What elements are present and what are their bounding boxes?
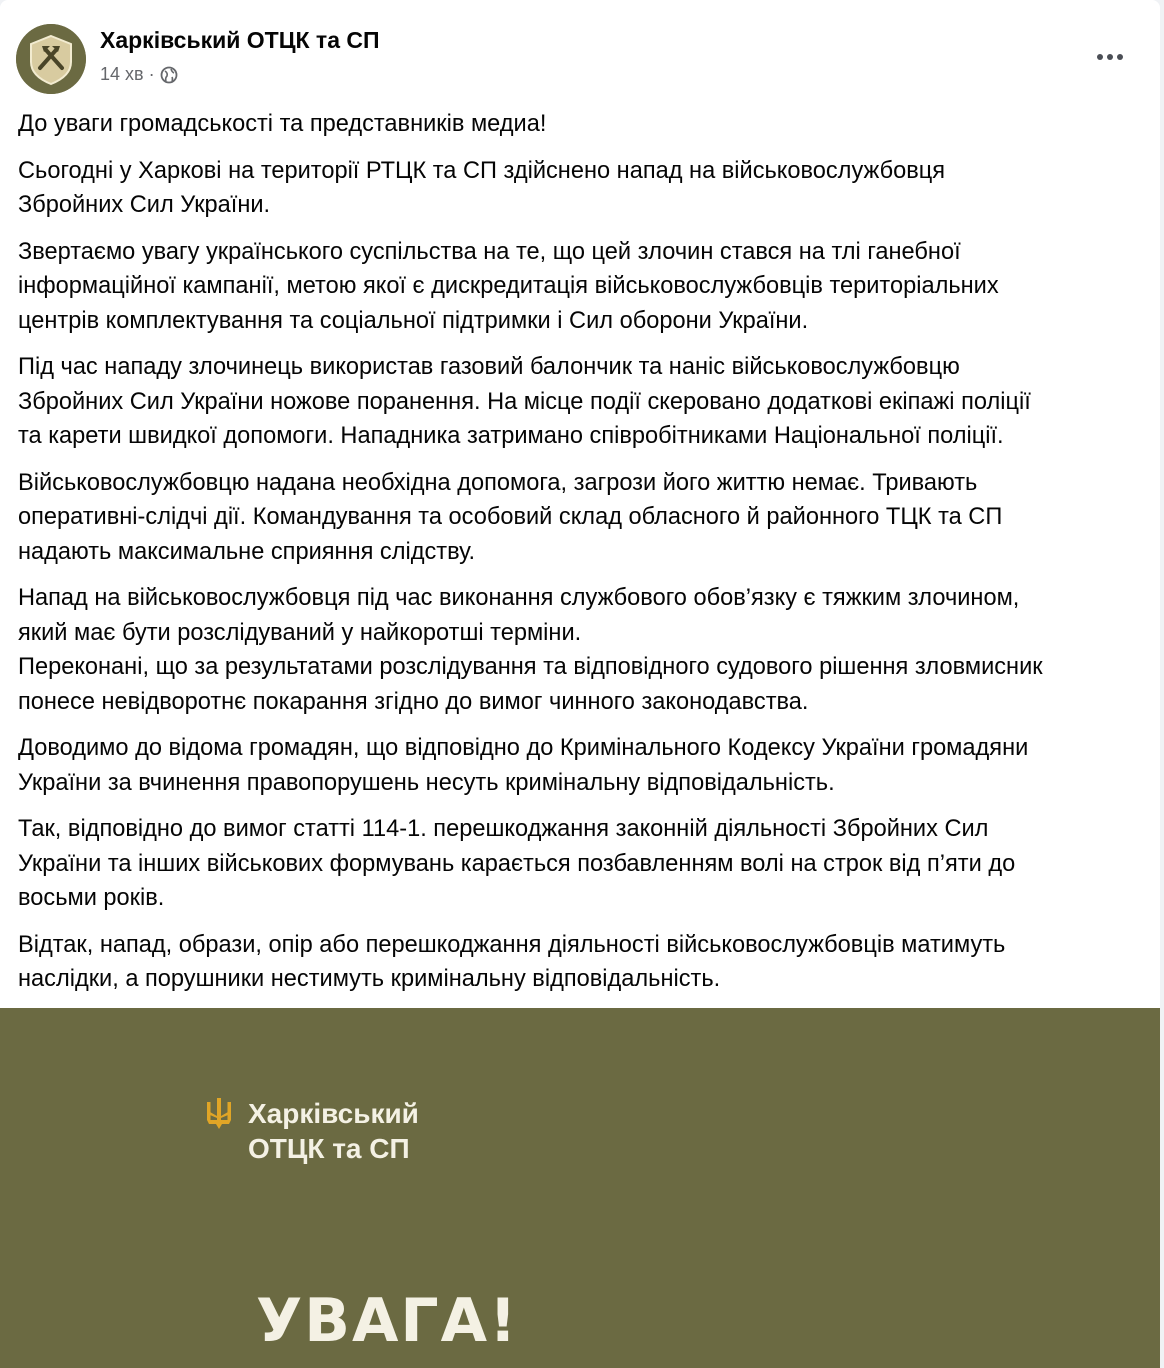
trident-icon	[204, 1096, 234, 1130]
post-paragraph: Під час нападу злочинець використав газовий балончик та наніс військовослужбовцю Збройних Сил України ножове поранення. На місце події скеровано додаткові екіпажі поліції та карети швидкої допомоги. Нападника затримано співробітниками Національної поліції.	[18, 354, 1031, 449]
meta-separator: ·	[148, 64, 155, 84]
post-paragraph: Відтак, напад, образи, опір або перешкоджання діяльності військовослужбовців матимуть наслідки, а порушники нестимуть кримінальну відповідальність.	[18, 931, 1006, 992]
more-options-icon[interactable]	[1090, 42, 1130, 72]
post-time[interactable]: 14 хв	[100, 64, 144, 84]
post-paragraph: Військовослужбовцю надана необхідна допомога, загрози його життю немає. Тривають оперативні-слідчі дії. Командування та особовий склад обласного й районного ТЦК та СП надають максимальне сприяння слідству.	[18, 469, 1003, 565]
globe-icon	[160, 66, 178, 84]
post-paragraph: Доводимо до відома громадян, що відповідно до Кримінального Кодексу України громадяни України за вчинення правопорушень несуть кримінальну відповідальність.	[18, 735, 1029, 796]
post-image-banner[interactable]	[0, 1008, 1160, 1368]
post-text	[18, 107, 1148, 1009]
post-paragraph: Звертаємо увагу українського суспільства на те, що цей злочин стався на тлі ганебної інформаційної кампанії, метою якої є дискредитація військовослужбовців територіальних центрів комплектування та соціальної підтримки і Сил оборони України.	[18, 238, 999, 334]
post-paragraph: До уваги громадськості та представників медиа!	[18, 111, 547, 137]
banner-org-name	[248, 1096, 419, 1166]
author-name[interactable]: Харківський ОТЦК та СП	[100, 27, 380, 53]
post-header	[16, 24, 1144, 94]
banner-logo	[204, 1096, 419, 1166]
post-paragraph: Так, відповідно до вимог статті 114-1. перешкоджання законній діяльності Збройних Сил України та інших військових формувань карається позбавленням волі на строк від п’яти до восьми років.	[18, 816, 1016, 911]
military-emblem-icon	[16, 24, 86, 94]
post-paragraph: Сьогодні у Харкові на території РТЦК та СП здійснено напад на військовослужбовця Збройних Сил України.	[18, 157, 946, 218]
post-paragraph: Напад на військовослужбовця під час виконання службового обов’язку є тяжким злочином, який має бути розслідуваний у найкоротші терміни. Переконані, що за результатами розслідування та відповідного судового рішення зловмисник понесе невідворотнє покарання згідно до вимог чинного законодавства.	[18, 585, 1043, 715]
banner-org-line2: ОТЦК та СП	[248, 1133, 410, 1164]
avatar[interactable]	[16, 24, 86, 94]
post-meta	[100, 64, 178, 85]
banner-headline: УВАГА!	[256, 1286, 519, 1356]
banner-org-line1: Харківський	[248, 1098, 419, 1129]
